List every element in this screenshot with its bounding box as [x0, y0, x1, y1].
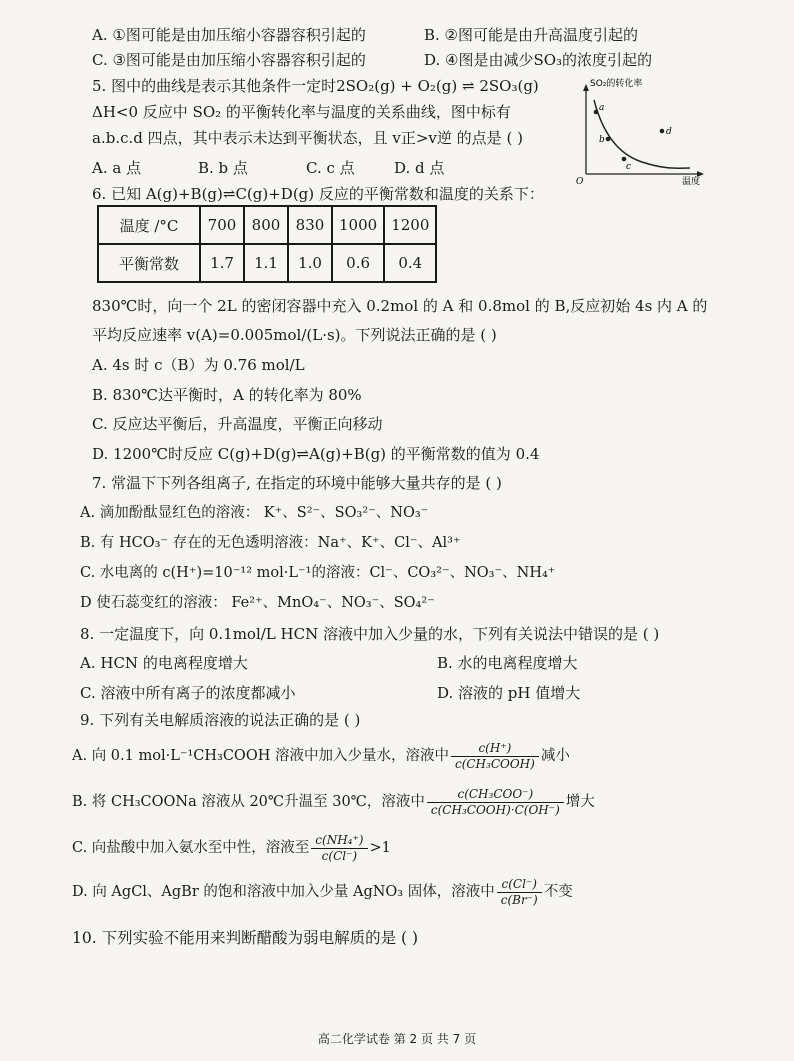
q9-a-fraction — [451, 741, 539, 772]
q7-title: 7. 常温下下列各组离子, 在指定的环境中能够大量共存的是 ( ) — [92, 474, 502, 492]
table-cell: 1200 — [384, 206, 436, 244]
q9-c-numerator: c(NH₄⁺) — [311, 833, 367, 849]
q9-b-fraction — [427, 787, 564, 818]
q7-option-d: D 使石蕊变红的溶液： Fe²⁺、MnO₄⁻、NO₃⁻、SO₄²⁻ — [80, 595, 435, 611]
graph-y-label: SO₂的转化率 — [590, 79, 643, 89]
graph-origin: O — [576, 177, 584, 186]
table-cell: 0.4 — [384, 244, 436, 282]
table-row-temperature — [98, 206, 436, 244]
table-row-constant — [98, 244, 436, 282]
q9-option-b — [72, 784, 595, 820]
q6-option-c: C. 反应达平衡后，升高温度，平衡正向移动 — [92, 415, 383, 433]
q6-option-b: B. 830℃达平衡时，A 的转化率为 80% — [92, 386, 362, 404]
table-cell: 830 — [288, 206, 332, 244]
q9-a-suffix: 减小 — [540, 748, 570, 764]
q9-d-numerator: c(Cl⁻) — [497, 877, 542, 893]
q7-option-c: C. 水电离的 c(H⁺)=10⁻¹² mol·L⁻¹的溶液：Cl⁻、CO₃²⁻、NO₃⁻、NH₄⁺ — [80, 565, 556, 581]
q9-option-d — [72, 874, 573, 910]
q9-d-denominator: c(Br⁻) — [500, 892, 538, 907]
q6-option-a: A. 4s 时 c（B）为 0.76 mol/L — [92, 356, 305, 374]
q4-option-b: B. ②图可能是由升高温度引起的 — [424, 26, 639, 44]
q5-line1: 5. 图中的曲线是表示其他条件一定时2SO₂(g) + O₂(g) ⇌ 2SO₃(g) — [92, 77, 539, 95]
q9-a-text: A. 向 0.1 mol·L⁻¹CH₃COOH 溶液中加入少量水，溶液中 — [72, 748, 449, 764]
q6-option-d: D. 1200℃时反应 C(g)+D(g)⇌A(g)+B(g) 的平衡常数的值为 0.4 — [92, 445, 540, 463]
q6-equilibrium-table — [97, 205, 437, 283]
q9-c-denominator: c(Cl⁻) — [321, 848, 358, 863]
q8-title: 8. 一定温度下，向 0.1mol/L HCN 溶液中加入少量的水，下列有关说法中错误的是 ( ) — [80, 625, 660, 643]
q9-a-numerator: c(H⁺) — [451, 741, 539, 757]
q8-option-a: A. HCN 的电离程度增大 — [80, 654, 248, 672]
q4-option-a: A. ①图可能是由加压缩小容器容积引起的 — [92, 26, 366, 44]
graph-label-d: d — [666, 127, 672, 137]
table-header-constant: 平衡常数 — [98, 244, 200, 282]
q9-c-fraction — [311, 833, 367, 864]
q4-option-d: D. ④图是由减少SO₃的浓度引起的 — [424, 51, 653, 69]
q9-b-denominator: c(CH₃COOH)·C(OH⁻) — [430, 802, 560, 817]
q9-d-text: D. 向 AgCl、AgBr 的饱和溶液中加入少量 AgNO₃ 固体，溶液中 — [72, 884, 495, 900]
graph-label-b: b — [599, 135, 605, 145]
q9-d-suffix: 不变 — [543, 884, 573, 900]
table-cell: 700 — [200, 206, 244, 244]
q7-option-a: A. 滴加酚酞显红色的溶液： K⁺、S²⁻、SO₃²⁻、NO₃⁻ — [80, 505, 429, 521]
q5-line2: ΔH<0 反应中 SO₂ 的平衡转化率与温度的关系曲线，图中标有 — [92, 103, 511, 121]
graph-y-arrow — [583, 84, 589, 91]
graph-point-b — [606, 137, 611, 142]
graph-point-a — [594, 110, 599, 115]
q5-option-c: C. c 点 — [306, 159, 355, 177]
q5-option-a: A. a 点 — [92, 159, 142, 177]
table-cell: 800 — [244, 206, 288, 244]
q5-option-b: B. b 点 — [198, 159, 248, 177]
q4-option-c: C. ③图可能是由加压缩小容器容积引起的 — [92, 51, 366, 69]
graph-point-d — [660, 129, 665, 134]
graph-label-c: c — [626, 162, 632, 172]
q8-option-b: B. 水的电离程度增大 — [437, 654, 578, 672]
table-cell: 1.7 — [200, 244, 244, 282]
q9-b-text: B. 将 CH₃COONa 溶液从 20℃升温至 30℃，溶液中 — [72, 794, 425, 810]
q6-body1: 830℃时，向一个 2L 的密闭容器中充入 0.2mol 的 A 和 0.8mol 的 B,反应初始 4s 内 A 的 — [92, 297, 708, 315]
graph-x-label: 温度 — [682, 177, 701, 186]
table-header-temperature: 温度 /°C — [98, 206, 200, 244]
q9-a-denominator: c(CH₃COOH) — [454, 756, 535, 771]
q8-option-d: D. 溶液的 pH 值增大 — [437, 684, 581, 702]
q9-option-a — [72, 738, 570, 774]
graph-label-a: a — [599, 103, 605, 113]
table-cell: 1000 — [332, 206, 384, 244]
q9-b-suffix: 增大 — [565, 794, 595, 810]
graph-curve — [594, 100, 690, 168]
table-cell: 1.1 — [244, 244, 288, 282]
q5-option-d: D. d 点 — [394, 159, 445, 177]
q5-line3: a.b.c.d 四点，其中表示未达到平衡状态，且 v正>v逆 的点是 ( ) — [92, 129, 523, 147]
table-cell: 0.6 — [332, 244, 384, 282]
q5-conversion-graph — [572, 76, 722, 186]
q6-body2: 平均反应速率 v(A)=0.005mol/(L·s)。下列说法正确的是 ( ) — [92, 326, 497, 344]
q9-c-suffix: >1 — [369, 840, 391, 856]
q7-option-b: B. 有 HCO₃⁻ 存在的无色透明溶液：Na⁺、K⁺、Cl⁻、Al³⁺ — [80, 535, 461, 551]
q8-option-c: C. 溶液中所有离子的浓度都减小 — [80, 684, 296, 702]
q9-title: 9. 下列有关电解质溶液的说法正确的是 ( ) — [80, 711, 361, 729]
table-cell: 1.0 — [288, 244, 332, 282]
q6-title: 6. 已知 A(g)+B(g)⇌C(g)+D(g) 反应的平衡常数和温度的关系下： — [92, 185, 544, 203]
graph-point-c — [622, 157, 627, 162]
q9-b-numerator: c(CH₃COO⁻) — [427, 787, 564, 803]
page-footer: 高二化学试卷 第 2 页 共 7 页 — [317, 1032, 477, 1046]
q9-c-text: C. 向盐酸中加入氨水至中性，溶液至 — [72, 840, 310, 856]
q10-title: 10. 下列实验不能用来判断醋酸为弱电解质的是 ( ) — [72, 929, 419, 947]
q9-d-fraction — [497, 877, 542, 908]
q9-option-c — [72, 830, 391, 866]
